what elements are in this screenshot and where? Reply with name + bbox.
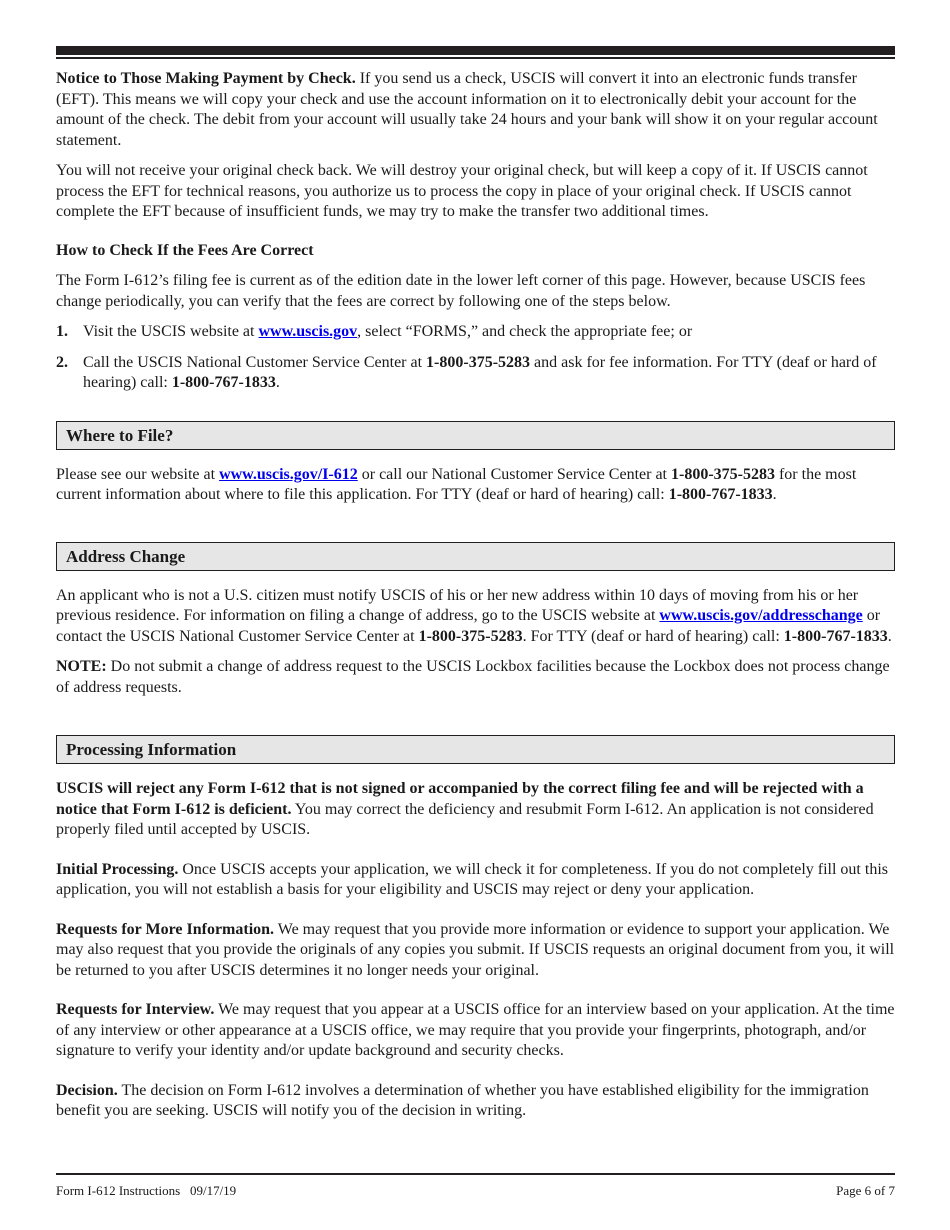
tty-number: 1-800-767-1833 bbox=[783, 627, 888, 645]
section-header-address-change: Address Change bbox=[56, 542, 895, 571]
section-header-where-to-file: Where to File? bbox=[56, 421, 895, 450]
page-footer bbox=[56, 1183, 895, 1199]
address-change-link[interactable]: www.uscis.gov/addresschange bbox=[659, 607, 863, 624]
more-info-para: Requests for More Information. We may request that you provide more information or evidence to support your application. We may also request that you provide the originals of any copies you submit. If USCIS requests an original document from you, it will be returned to you after USCIS determines it no longer needs your original. bbox=[56, 920, 895, 979]
phone-number: 1-800-375-5283 bbox=[418, 627, 523, 645]
tty-number: 1-800-767-1833 bbox=[668, 486, 773, 503]
top-rule-thin bbox=[56, 57, 895, 59]
fees-heading: How to Check If the Fees Are Correct bbox=[56, 241, 314, 259]
top-rule-thick bbox=[56, 46, 895, 55]
check-return-para: You will not receive your original check back. We will destroy your original check, but will keep a copy of it. If USCIS cannot process the EFT for technical reasons, you authorize us to process the copy in place of your original check. If USCIS cannot complete the EFT because of insufficient funds, we may try to make the transfer two additional times. bbox=[56, 162, 868, 220]
tty-number: 1-800-767-1833 bbox=[171, 374, 276, 391]
note-label: NOTE: bbox=[56, 658, 107, 675]
reject-para: USCIS will reject any Form I-612 that is not signed or accompanied by the correct filing fee and will be rejected with a notice that Form I-612 is deficient. You may correct the deficiency and resubmit Form I-612. An application is not considered properly filed until accepted by USCIS. bbox=[56, 780, 874, 838]
section-header-processing: Processing Information bbox=[56, 735, 895, 764]
check-notice-para: Notice to Those Making Payment by Check. If you send us a check, USCIS will convert it into an electronic funds transfer (EFT). This means we will copy your check and use the account information on it to electronically debit your account for the amount of the check. The debit from your account will usually take 24 hours and your bank will show it on your regular account statement. bbox=[56, 70, 878, 149]
where-to-file-para: Please see our website at www.uscis.gov/I-612 or call our National Customer Service Center at 1-800-375-5283 for the most current information about where to file this application. For TTY (deaf or hard of hearing) call: 1-800-767-1833. bbox=[56, 465, 857, 503]
fees-intro: The Form I-612’s filing fee is current as of the edition date in the lower left corner of this page. However, because USCIS fees change periodically, you can verify that the fees are correct by following one of the steps below. bbox=[56, 272, 866, 310]
phone-number: 1-800-375-5283 bbox=[670, 465, 775, 483]
list-item: 1. Visit the USCIS website at www.uscis.gov, select “FORMS,” and check the appropriate fee; or bbox=[56, 323, 693, 340]
i612-link[interactable]: www.uscis.gov/I-612 bbox=[219, 465, 358, 483]
address-change-para: An applicant who is not a U.S. citizen must notify USCIS of his or her new address within 10 days of moving from his or her previous residence. For information on filing a change of address, go to the USCIS website at www.uscis.gov/addresschange or contact the USCIS National Customer Service Center at 1-800-375-5283. For TTY (deaf or hard of hearing) call: 1-800-767-1833. bbox=[56, 586, 892, 645]
initial-processing-para: Initial Processing. Once USCIS accepts your application, we will check it for completeness. If you do not completely fill out this application, you will not establish a basis for your eligibility and USCIS may reject or deny your application. bbox=[56, 860, 888, 898]
footer-rule bbox=[56, 1173, 895, 1175]
document-page bbox=[56, 46, 895, 1122]
decision-para: Decision. The decision on Form I-612 involves a determination of whether you have established eligibility for the immigration benefit you are seeking. USCIS will notify you of the decision in writing. bbox=[56, 1081, 869, 1119]
uscis-website-link[interactable]: www.uscis.gov bbox=[258, 323, 358, 340]
footer-form-edition: Form I-612 Instructions 09/17/19 bbox=[56, 1183, 237, 1198]
list-item: 2. Call the USCIS National Customer Service Center at 1-800-375-5283 and ask for fee information. For TTY (deaf or hard of hearing) call: 1-800-767-1833. bbox=[56, 353, 877, 391]
check-notice-heading: Notice to Those Making Payment by Check. bbox=[56, 70, 356, 87]
footer-page-number: Page 6 of 7 bbox=[836, 1183, 895, 1198]
interview-para: Requests for Interview. We may request that you appear at a USCIS office for an interview based on your application. At the time of any interview or other appearance at a USCIS office, we may require that you provide your fingerprints, photograph, and/or signature to verify your identity and/or update background and security checks. bbox=[56, 1001, 895, 1059]
address-note-para: NOTE: Do not submit a change of address request to the USCIS Lockbox facilities because the Lockbox does not process change of address requests. bbox=[56, 658, 890, 696]
phone-number: 1-800-375-5283 bbox=[426, 353, 531, 371]
